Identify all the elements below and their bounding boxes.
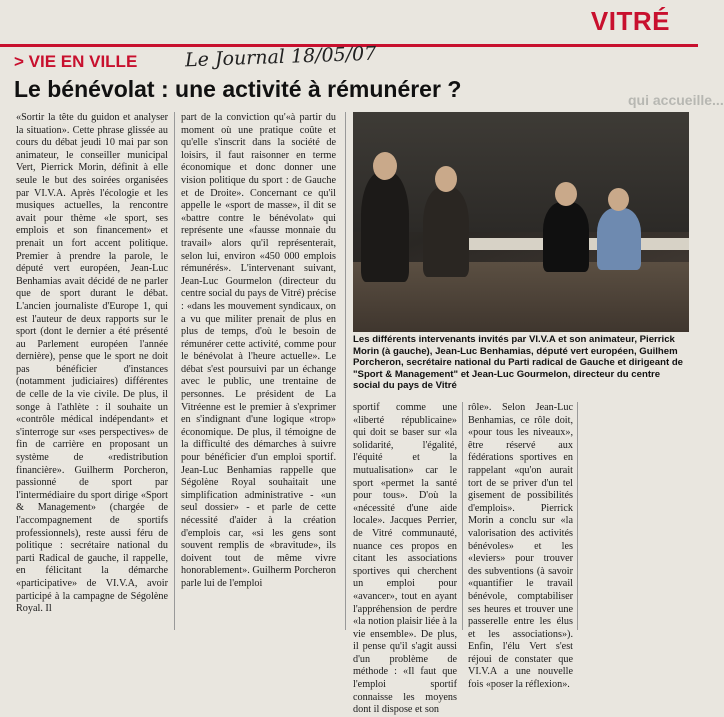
article-text-col1: «Sortir la tête du guidon et analyser la situation». Cette phrase glissée au cours du débat jeudi 10 mai par son animateur, le conseiller municipal Vert, Pierrick Morin, définit à elle seule le but des soirées organisées par VI.V.A. Après l'écologie et les musiques actuelles, la rencontre avait pour thème «le sport, ses emplois et son financement» et prenait un fort accent politique. Premier à prendre la parole, le député vert européen, Jean-Luc Benhamias avait décidé de ne parler que de sport durant le débat. L'ancien journaliste d'Europe 1, qui est l'auteur de deux rapports sur le sport (dont le dernier a été présenté au Parlement européen l'année dernière), pense que le sport ne doit pas bénéficier d'instances (notamment judiciaires) différentes de celle de la vie civile. De plus, il songe à l'athlète : il souhaite un «contrôle médical indépendant» et s'interroge sur «ses perspectives» de fin de carrière en proposant un système de «redistribution financière». Guilherm Porcheron, passionné de sport par l'intermédiaire du sport dirige «Sport & Management» (chargée de l'accompagnement de sportifs professionnels), reste aussi féru de politique : secrétaire national du parti Radical de gauche, il rappelle, en félicitant la démarche «participative» de VI.V.A, avoir participé à la campagne de Ségolène Royal. Il (16, 112, 168, 615)
article-column-2 (181, 112, 336, 630)
speaker-figure (597, 208, 641, 270)
article-headline: Le bénévolat : une activité à rémunérer ? (14, 76, 462, 102)
article-text-col4: rôle». Selon Jean-Luc Benhamias, ce rôle doit, «pour tous les niveaux», être réservé aux fédérations sportives en rappelant «qu'on aurait tort de se priver d'un tel gisement de possibilités d'emplois». Pierrick Morin a conclu sur «la valorisation des activités bénévoles» et les «leviers» pour trouver des subventions (à savoir «quantifier le travail bénévole, comptabiliser ses heures et trouver une passerelle entre les élus et les associations»). Enfin, l'élu Vert s'est réjoui de constater que VI.V.A a une nouvelle fois «poser la réflexion». (468, 402, 573, 691)
city-masthead: VITRÉ (590, 6, 670, 36)
column-divider (577, 402, 578, 630)
column-divider (174, 112, 175, 630)
speaker-head (555, 182, 577, 206)
article-column-4 (468, 402, 573, 691)
speaker-head (373, 152, 397, 180)
speaker-figure (543, 202, 589, 272)
event-photo (353, 112, 689, 332)
adjacent-article-headline: qui accueille... (628, 92, 724, 108)
article-column-3 (353, 402, 457, 716)
article-text-col2: part de la conviction qu'«à partir du moment où une pratique coûte et qu'elle s'inscrit dans la société de loisirs, il faut raisonner en terme économique et donc donner une vision politique du sport : de Gauche et de Droite». Concernant ce qu'il appelle le «sport de masse», il dit se «battre contre le bénévolat» qui représente une «fausse monnaie du travail» alors qu'il représenterait, selon lui, environ «450 000 emplois rémunérés». L'intervenant suivant, Jean-Luc Gourmelon (directeur du centre social du pays de Vitré) précise : «dans les mouvement syndicaux, on a vu que militer prenait de plus en plus de temps, d'où le besoin de rémunérer cette activité, comme pour le bénévolat à l'heure actuelle». Le débat s'est poursuivi par un échange avec le public, une trentaine de personnes. Le président de La Vitréenne est le premier à s'exprimer en s'indignant d'une logique «trop» économique. De plus, il témoigne de la difficulté des démarches à suivre pour bénéficier d'un emploi sportif. Jean-Luc Benhamias rappelle que Ségolène Royal souhaitait une simplification administrative - «un seul dossier» - et parle de cette nécessité d'aider à la création d'emplois car, «si les gens sont souvent remplis de «bravitude», ils doivent tout de même vivre honorablement». Guilherm Porcheron parle lui de l'emploi (181, 112, 336, 589)
speaker-figure (361, 172, 409, 282)
handwritten-source-note: Le Journal 18/05/07 (184, 42, 377, 72)
speaker-figure (423, 187, 469, 277)
section-label: > VIE EN VILLE (14, 52, 138, 71)
speaker-head (435, 166, 457, 192)
article-column-1 (16, 112, 168, 630)
article-text-col3: sportif comme une «liberté républicaine» qui doit se baser sur «la solidarité, l'égalité, l'équité et la mutualisation» car le sport «permet la santé pour tous». D'où la «nécessité d'une aide locale». Jacques Perrier, de Vitré communauté, nuance ces propos en citant les associations sportives qui cherchent un emploi pour «avancer», tout en ayant l'appréhension de perdre «la notion plaisir liée à la vie ensemble». De plus, il pense qu'il s'agit aussi d'un problème de méthode : «Il faut que l'emploi sportif connaisse les moyens dont il dispose et son (353, 402, 457, 716)
column-divider (345, 112, 346, 630)
article-column-5 (583, 402, 689, 630)
speaker-head (608, 188, 629, 211)
column-divider (462, 402, 463, 630)
photo-caption: Les différents intervenants invités par VI.V.A et son animateur, Pierrick Morin (à gauche), Jean-Luc Benhamias, député vert européen, Guilhem Porcheron, secrétaire national du Parti radical de Gauche et dirigeant de "Sport & Management" et Jean-Luc Gourmelon, directeur du centre social du pays de Vitré (353, 334, 684, 392)
